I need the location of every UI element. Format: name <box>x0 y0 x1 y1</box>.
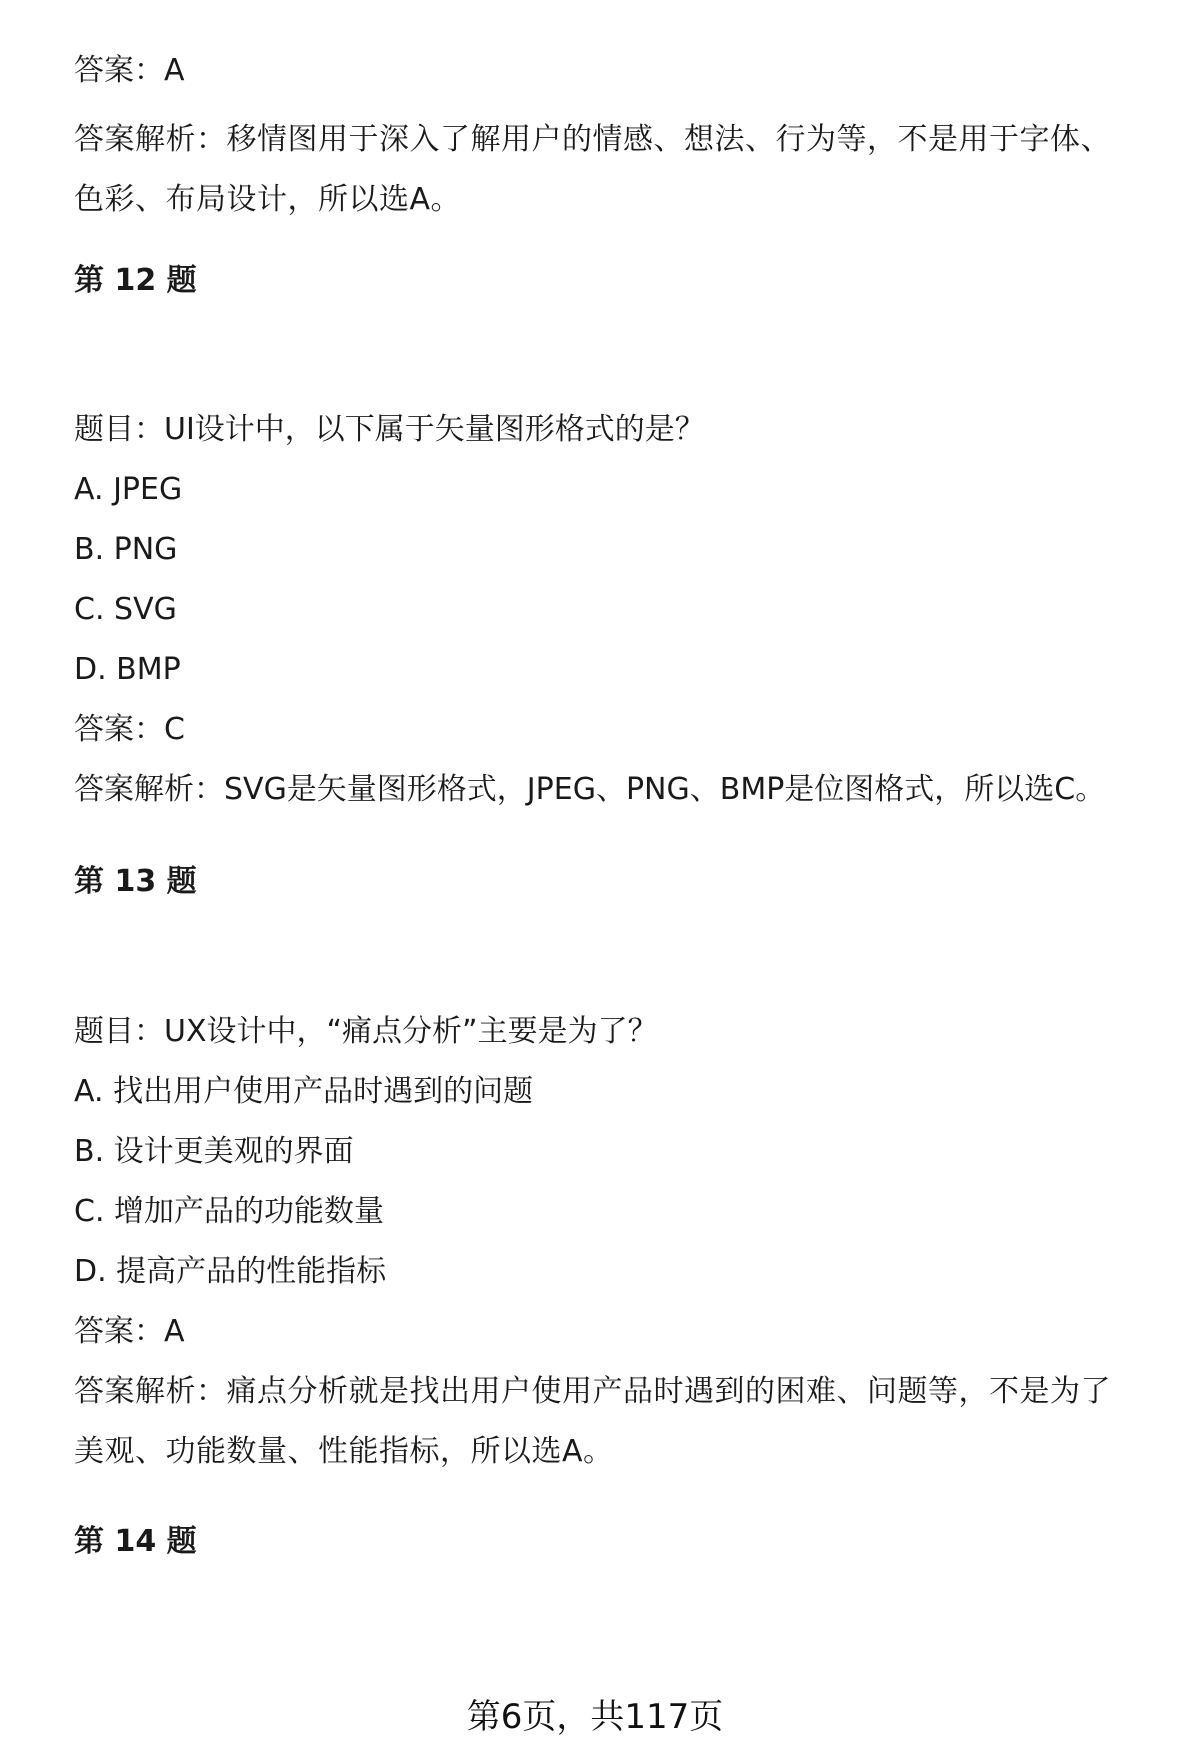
q13-question: 题目：UX设计中，“痛点分析”主要是为了？ <box>74 1014 658 1049</box>
q13-option-c: C. 增加产品的功能数量 <box>74 1194 385 1229</box>
q13-heading: 第 13 题 <box>74 864 197 899</box>
q13-answer: 答案：A <box>74 1314 185 1349</box>
q12-explanation: 答案解析：SVG是矢量图形格式，JPEG、PNG、BMP是位图格式，所以选C。 <box>74 772 1106 807</box>
q13-option-d: D. 提高产品的性能指标 <box>74 1254 387 1289</box>
q12-answer: 答案：C <box>74 712 185 747</box>
q12-option-d: D. BMP <box>74 652 181 687</box>
q13-option-b: B. 设计更美观的界面 <box>74 1134 354 1169</box>
q12-heading: 第 12 题 <box>74 263 197 298</box>
q13-explanation: 答案解析：痛点分析就是找出用户使用产品时遇到的困难、问题等，不是为了美观、功能数量、性能指标，所以选A。 <box>74 1374 1111 1469</box>
page-indicator: 第6页，共117页 <box>466 1697 724 1737</box>
q12-question: 题目：UI设计中，以下属于矢量图形格式的是？ <box>74 412 705 447</box>
q12-option-c: C. SVG <box>74 592 177 627</box>
q12-option-b: B. PNG <box>74 532 178 567</box>
q11-explanation: 答案解析：移情图用于深入了解用户的情感、想法、行为等，不是用于字体、色彩、布局设计，所以选A。 <box>74 122 1111 217</box>
q11-answer: 答案：A <box>74 53 185 88</box>
q14-heading: 第 14 题 <box>74 1524 197 1559</box>
q13-option-a: A. 找出用户使用产品时遇到的问题 <box>74 1074 534 1109</box>
q12-option-a: A. JPEG <box>74 472 183 507</box>
